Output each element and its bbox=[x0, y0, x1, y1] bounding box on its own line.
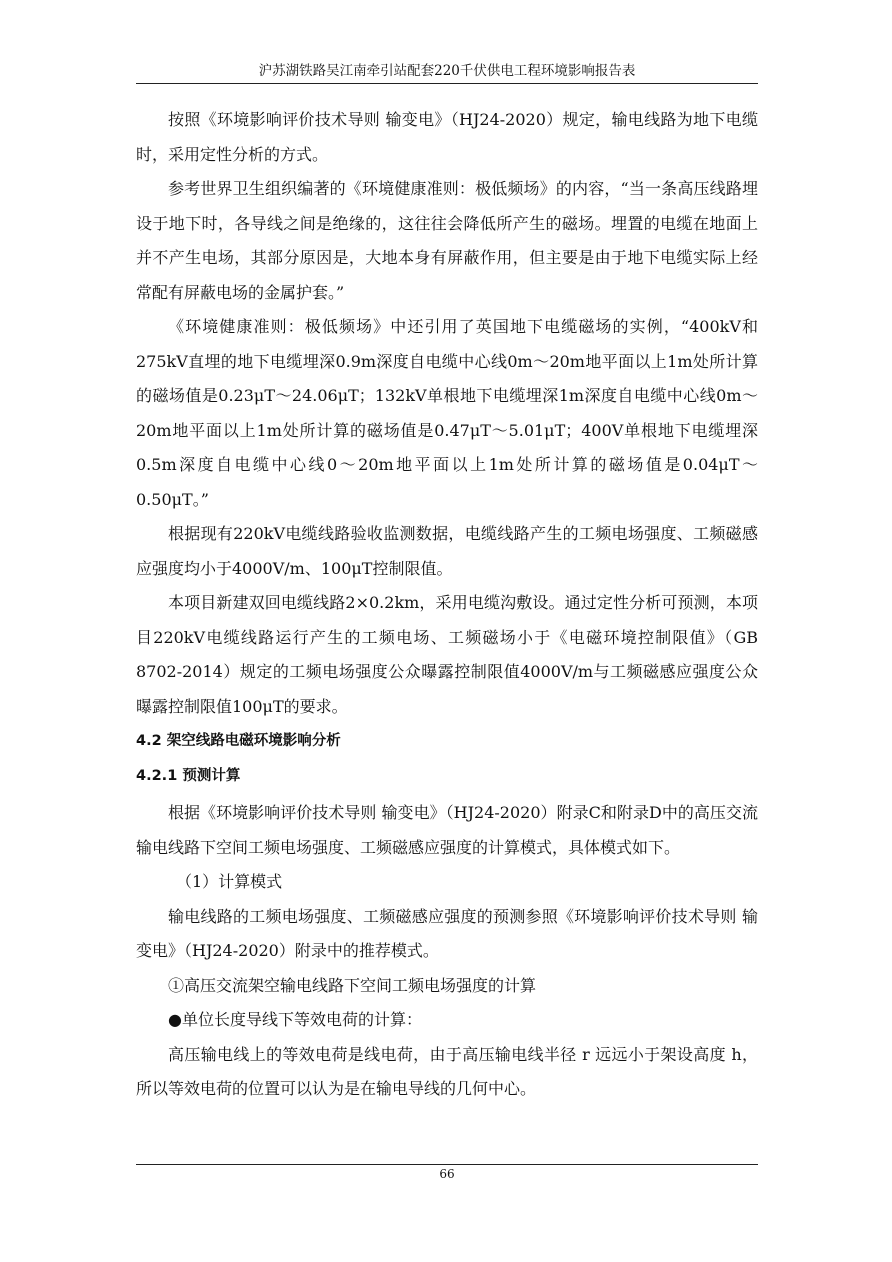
paragraph-uk-cable-example: 《环境健康准则：极低频场》中还引用了英国地下电缆磁场的实例，“400kV和275kV直埋的地下电缆埋深0.9m深度自电缆中心线0m～20m地平面以上1m处所计算的磁场值是0.23μT～24.06μT；132kV单根地下电缆埋深1m深度自电缆中心线0m～20m地平面以上1m处所计算的磁场值是0.47μT～5.01μT；400V单根地下电缆埋深0.5m深度自电缆中心线0～20m地平面以上1m处所计算的磁场值是0.04μT～0.50μT。” bbox=[136, 317, 758, 509]
footer-divider bbox=[136, 1164, 758, 1165]
paragraph-recommended-mode: 输电线路的工频电场强度、工频磁感应强度的预测参照《环境影响评价技术导则 输变电》（HJ24-2020）附录中的推荐模式。 bbox=[136, 906, 758, 960]
paragraph-equivalent-charge-bullet: ●单位长度导线下等效电荷的计算： bbox=[168, 1010, 422, 1029]
page-header-title: 沪苏湖铁路吴江南牵引站配套220千伏供电工程环境影响报告表 bbox=[258, 63, 636, 79]
header-divider bbox=[136, 83, 758, 84]
paragraph-monitoring-data: 根据现有220kV电缆线路验收监测数据，电缆线路产生的工频电场强度、工频磁感应强度均小于4000V/m、100μT控制限值。 bbox=[136, 524, 758, 578]
paragraph-who-guideline: 参考世界卫生组织编著的《环境健康准则：极低频场》的内容，“当一条高压线路埋设于地下时，各导线之间是绝缘的，这往往会降低所产生的磁场。埋置的电缆在地面上并不产生电场，其部分原因是，大地本身有屏蔽作用，但主要是由于地下电缆实际上经常配有屏蔽电场的金属护套。” bbox=[136, 179, 758, 302]
subsection-heading-prediction: 4.2.1 预测计算 bbox=[136, 767, 241, 784]
paragraph-calculation-mode-label: （1）计算模式 bbox=[176, 872, 283, 891]
page-number: 66 bbox=[439, 1167, 455, 1181]
paragraph-project-conclusion: 本项目新建双回电缆线路2×0.2km，采用电缆沟敷设。通过定性分析可预测，本项目220kV电缆线路运行产生的工频电场、工频磁场小于《电磁环境控制限值》（GB 8702-2014）规定的工频电场强度公众曝露控制限值4000V/m与工频磁感应强度公众曝露控制限值100μT的要求。 bbox=[136, 593, 758, 716]
paragraph-calculation-basis: 根据《环境影响评价技术导则 输变电》（HJ24-2020）附录C和附录D中的高压交流输电线路下空间工频电场强度、工频磁感应强度的计算模式，具体模式如下。 bbox=[136, 803, 758, 857]
paragraph-electric-field-calc: ①高压交流架空输电线路下空间工频电场强度的计算 bbox=[168, 975, 537, 995]
section-heading-overhead-line: 4.2 架空线路电磁环境影响分析 bbox=[136, 733, 341, 749]
document-body bbox=[136, 103, 758, 1107]
paragraph-analysis-method: 按照《环境影响评价技术导则 输变电》（HJ24-2020）规定，输电线路为地下电缆时，采用定性分析的方式。 bbox=[136, 110, 758, 164]
paragraph-equivalent-charge-desc: 高压输电线上的等效电荷是线电荷，由于高压输电线半径 r 远远小于架设高度 h，所以等效电荷的位置可以认为是在输电导线的几何中心。 bbox=[136, 1044, 758, 1098]
